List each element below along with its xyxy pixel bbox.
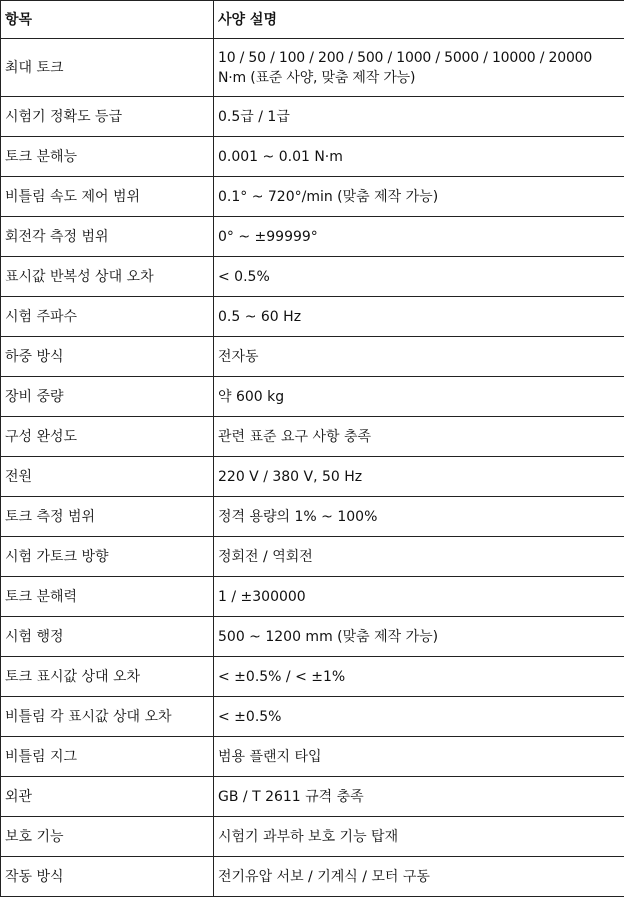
table-row: [1, 697, 624, 737]
table-row: [1, 737, 624, 777]
header-row: [1, 1, 624, 39]
item-cell: 표시값 반복성 상대 오차: [1, 257, 214, 297]
item-cell: 외관: [1, 777, 214, 817]
table-row: [1, 97, 624, 137]
spec-cell: 1 / ±300000: [214, 577, 624, 617]
table-row: [1, 377, 624, 417]
item-cell: 시험기 정확도 등급: [1, 97, 214, 137]
header-item: 항목: [1, 1, 214, 39]
spec-cell: 약 600 kg: [214, 377, 624, 417]
table-row: [1, 497, 624, 537]
table-row: [1, 177, 624, 217]
spec-cell: 0.001 ~ 0.01 N·m: [214, 137, 624, 177]
item-cell: 비틀림 속도 제어 범위: [1, 177, 214, 217]
table-row: [1, 257, 624, 297]
header-spec: 사양 설명: [214, 1, 624, 39]
table-row: [1, 817, 624, 857]
table-row: [1, 337, 624, 377]
item-cell: 토크 표시값 상대 오차: [1, 657, 214, 697]
spec-cell: 10 / 50 / 100 / 200 / 500 / 1000 / 5000 / 10000 / 20000 N·m (표준 사양, 맞춤 제작 가능): [214, 39, 624, 97]
table-row: [1, 137, 624, 177]
spec-cell: 전자동: [214, 337, 624, 377]
item-cell: 시험 가토크 방향: [1, 537, 214, 577]
spec-cell: 0.5 ~ 60 Hz: [214, 297, 624, 337]
spec-cell: GB / T 2611 규격 충족: [214, 777, 624, 817]
table-row: [1, 39, 624, 97]
spec-cell: 500 ~ 1200 mm (맞춤 제작 가능): [214, 617, 624, 657]
spec-cell: < 0.5%: [214, 257, 624, 297]
item-cell: 보호 기능: [1, 817, 214, 857]
item-cell: 작동 방식: [1, 857, 214, 897]
item-cell: 장비 중량: [1, 377, 214, 417]
spec-cell: 0° ~ ±99999°: [214, 217, 624, 257]
spec-cell: 관련 표준 요구 사항 충족: [214, 417, 624, 457]
item-cell: 토크 측정 범위: [1, 497, 214, 537]
spec-cell: 정회전 / 역회전: [214, 537, 624, 577]
item-cell: 구성 완성도: [1, 417, 214, 457]
item-cell: 비틀림 지그: [1, 737, 214, 777]
item-cell: 전원: [1, 457, 214, 497]
table-row: [1, 857, 624, 897]
item-cell: 시험 주파수: [1, 297, 214, 337]
item-cell: 최대 토크: [1, 39, 214, 97]
spec-cell: 220 V / 380 V, 50 Hz: [214, 457, 624, 497]
spec-cell: < ±0.5%: [214, 697, 624, 737]
spec-cell: 전기유압 서보 / 기계식 / 모터 구동: [214, 857, 624, 897]
table-row: [1, 297, 624, 337]
table-row: [1, 617, 624, 657]
item-cell: 하중 방식: [1, 337, 214, 377]
spec-cell: 0.1° ~ 720°/min (맞춤 제작 가능): [214, 177, 624, 217]
spec-cell: < ±0.5% / < ±1%: [214, 657, 624, 697]
spec-cell: 정격 용량의 1% ~ 100%: [214, 497, 624, 537]
spec-cell: 범용 플랜지 타입: [214, 737, 624, 777]
item-cell: 토크 분해력: [1, 577, 214, 617]
item-cell: 회전각 측정 범위: [1, 217, 214, 257]
table-row: [1, 417, 624, 457]
item-cell: 비틀림 각 표시값 상대 오차: [1, 697, 214, 737]
table-row: [1, 777, 624, 817]
item-cell: 토크 분해능: [1, 137, 214, 177]
table-row: [1, 217, 624, 257]
spec-cell: 시험기 과부하 보호 기능 탑재: [214, 817, 624, 857]
table-row: [1, 657, 624, 697]
spec-cell: 0.5급 / 1급: [214, 97, 624, 137]
table-row: [1, 537, 624, 577]
item-cell: 시험 행정: [1, 617, 214, 657]
table-row: [1, 457, 624, 497]
table-row: [1, 577, 624, 617]
